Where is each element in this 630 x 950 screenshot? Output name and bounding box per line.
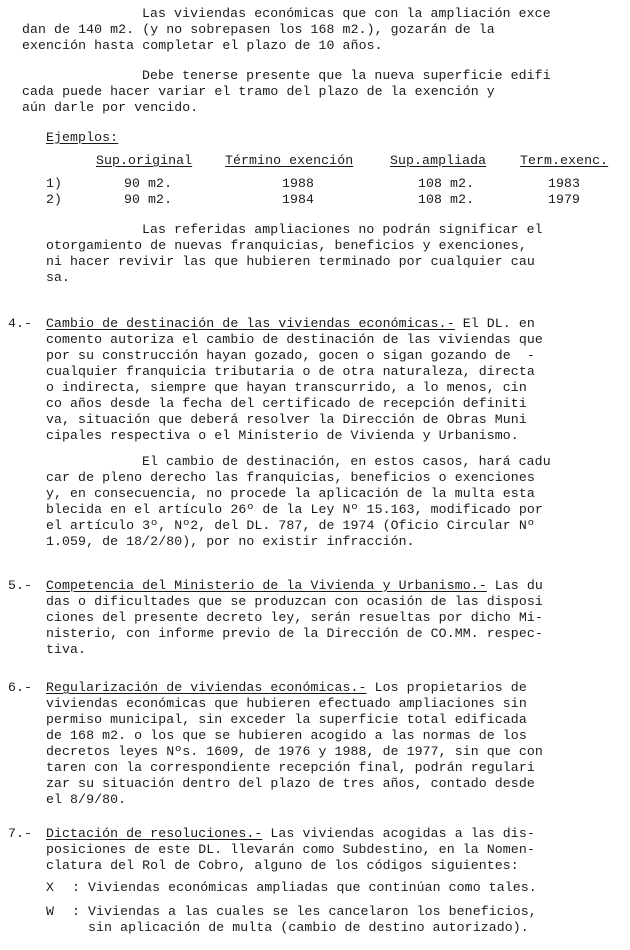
example-cell: 108 m2. — [418, 176, 475, 191]
text-line: Las referidas ampliaciones no podrán significar el — [142, 222, 543, 237]
text-line: permiso municipal, sin exceder la superficie total edificada — [46, 712, 527, 727]
example-cell: 1983 — [548, 176, 581, 191]
section-title: Competencia del Ministerio de la Vivienda y Urbanismo.- — [46, 578, 487, 593]
text-line: El cambio de destinación, en estos casos, hará cadu — [142, 454, 551, 469]
text-run: Los propietarios de — [366, 680, 527, 695]
example-cell: 90 m2. — [124, 192, 173, 207]
text-line: el artículo 3º, Nº2, del DL. 787, de 1974 (Oficio Circular Nº — [46, 518, 535, 533]
text-line: taren con la correspondiente recepción final, podrán regulari — [46, 760, 535, 775]
text-line: ciones del presente decreto ley, serán resueltas por dicho Mi- — [46, 610, 543, 625]
col-header-sup-ampliada: Sup.ampliada — [390, 153, 487, 168]
example-cell: 90 m2. — [124, 176, 173, 191]
text-line: co años desde la fecha del certificado de recepción definiti — [46, 396, 527, 411]
text-line: Las viviendas económicas que con la ampliación exce — [142, 6, 551, 21]
section-title: Regularización de viviendas económicas.- — [46, 680, 367, 695]
code-text: : Viviendas a las cuales se les cancelaron los beneficios, — [72, 904, 537, 919]
text-line: cada puede hacer variar el tramo del plazo de la exención y — [22, 84, 495, 99]
section-number: 4.- — [8, 316, 33, 331]
text-line: tiva. — [46, 642, 87, 657]
text-run: Las du — [486, 578, 543, 593]
text-line: ni hacer revivir las que hubieren terminado por cualquier cau — [46, 254, 535, 269]
section-number: 7.- — [8, 826, 33, 841]
text-line: cipales respectiva o el Ministerio de Vivienda y Urbanismo. — [46, 428, 519, 443]
text-run: El DL. en — [454, 316, 535, 331]
section-first-line — [46, 680, 630, 696]
section-first-line — [46, 316, 630, 332]
text-line: otorgamiento de nuevas franquicias, beneficios y exenciones, — [46, 238, 527, 253]
text-line: cualquier franquicia tributaria o de otra naturaleza, directa — [46, 364, 535, 379]
col-header-sup-original: Sup.original — [96, 153, 193, 168]
text-line: o indirecta, siempre que hayan transcurrido, a lo menos, cin — [46, 380, 527, 395]
example-cell: 1984 — [282, 192, 315, 207]
text-line: blecida en el artículo 26º de la Ley Nº 15.163, modificado por — [46, 502, 543, 517]
section-first-line — [46, 826, 630, 842]
examples-label: Ejemplos: — [46, 130, 119, 145]
text-line: y, en consecuencia, no procede la aplicación de la multa esta — [46, 486, 535, 501]
section-title: Cambio de destinación de las viviendas económicas.- — [46, 316, 455, 331]
col-header-term-exenc: Term.exenc. — [520, 153, 609, 168]
example-row-num: 2) — [46, 192, 63, 207]
text-line: el 8/9/80. — [46, 792, 127, 807]
text-line: zar su situación dentro del plazo de tres años, contado desde — [46, 776, 535, 791]
text-line: sa. — [46, 270, 71, 285]
text-line: exención hasta completar el plazo de 10 años. — [22, 38, 383, 53]
section-title: Dictación de resoluciones.- — [46, 826, 263, 841]
text-line: nisterio, con informe previo de la Dirección de CO.MM. respec- — [46, 626, 543, 641]
text-line: comento autoriza el cambio de destinación de las viviendas que — [46, 332, 543, 347]
example-cell: 1979 — [548, 192, 581, 207]
text-line: clatura del Rol de Cobro, alguno de los códigos siguientes: — [46, 858, 519, 873]
section-number: 5.- — [8, 578, 33, 593]
col-header-termino-exencion: Término exención — [225, 153, 354, 168]
section-first-line — [46, 578, 630, 594]
text-line: das o dificultades que se produzcan con ocasión de las disposi — [46, 594, 543, 609]
code-text: sin aplicación de multa (cambio de destino autorizado). — [72, 920, 529, 935]
section-number: 6.- — [8, 680, 33, 695]
text-line: aún darle por vencido. — [22, 100, 199, 115]
text-line: 1.059, de 18/2/80), por no existir infracción. — [46, 534, 415, 549]
text-line: viviendas económicas que hubieren efectuado ampliaciones sin — [46, 696, 527, 711]
text-line: de 168 m2. o los que se hubieren acogido a las normas de los — [46, 728, 527, 743]
text-line: por su construcción hayan gozado, gocen o sigan gozando de - — [46, 348, 535, 363]
text-line: Debe tenerse presente que la nueva superficie edifi — [142, 68, 551, 83]
text-line: car de pleno derecho las franquicias, beneficios o exenciones — [46, 470, 535, 485]
text-line: va, situación que deberá resolver la Dirección de Obras Muni — [46, 412, 527, 427]
text-run: Las viviendas acogidas a las dis- — [262, 826, 535, 841]
text-line: dan de 140 m2. (y no sobrepasen los 168 m2.), gozarán de la — [22, 22, 495, 37]
example-cell: 108 m2. — [418, 192, 475, 207]
text-line: decretos leyes Nºs. 1609, de 1976 y 1988, de 1977, sin que con — [46, 744, 543, 759]
example-cell: 1988 — [282, 176, 315, 191]
code-letter: X — [46, 880, 55, 895]
code-letter: W — [46, 904, 55, 919]
text-line: posiciones de este DL. llevarán como Subdestino, en la Nomen- — [46, 842, 535, 857]
code-text: : Viviendas económicas ampliadas que continúan como tales. — [72, 880, 537, 895]
example-row-num: 1) — [46, 176, 63, 191]
